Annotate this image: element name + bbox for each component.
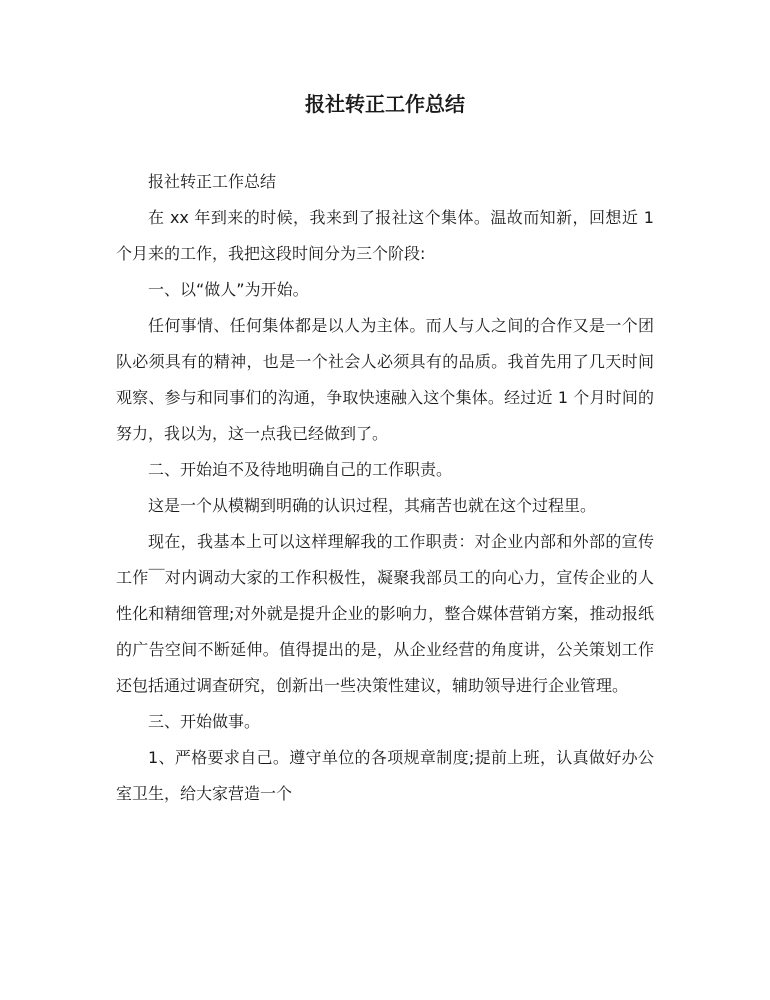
document-title: 报社转正工作总结 [305,92,465,116]
paragraph: 现在，我基本上可以这样理解我的工作职责：对企业内部和外部的宣传工作￣对内调动大家的工作积极性，凝聚我部员工的向心力，宣传企业的人性化和精细管理;对外就是提升企业的影响力，整合媒体营销方案，推动报纸的广告空间不断延伸。值得提出的是，从企业经营的角度讲，公关策划工作还包括通过调查研究，创新出一些决策性建议，辅助领导进行企业管理。 [116,532,654,695]
paragraph: 报社转正工作总结 [148,172,277,191]
document-body [116,164,654,812]
section-heading: 三、开始做事。 [148,712,261,731]
paragraph: 任何事情、任何集体都是以人为主体。而人与人之间的合作又是一个团队必须具有的精神，也是一个社会人必须具有的品质。我首先用了几天时间观察、参与和同事们的沟通，争取快速融入这个集体。经过近 1 个月时间的努力，我以为，这一点我已经做到了。 [116,316,654,443]
paragraph: 在 xx 年到来的时候，我来到了报社这个集体。温故而知新，回想近 1 个月来的工作，我把这段时间分为三个阶段: [116,208,654,263]
paragraph: 1、严格要求自己。遵守单位的各项规章制度;提前上班，认真做好办公室卫生，给大家营造一个 [116,748,654,803]
section-heading: 二、开始迫不及待地明确自己的工作职责。 [148,460,453,479]
paragraph: 这是一个从模糊到明确的认识过程，其痛苦也就在这个过程里。 [148,496,597,515]
section-heading: 一、以“做人”为开始。 [148,280,309,299]
